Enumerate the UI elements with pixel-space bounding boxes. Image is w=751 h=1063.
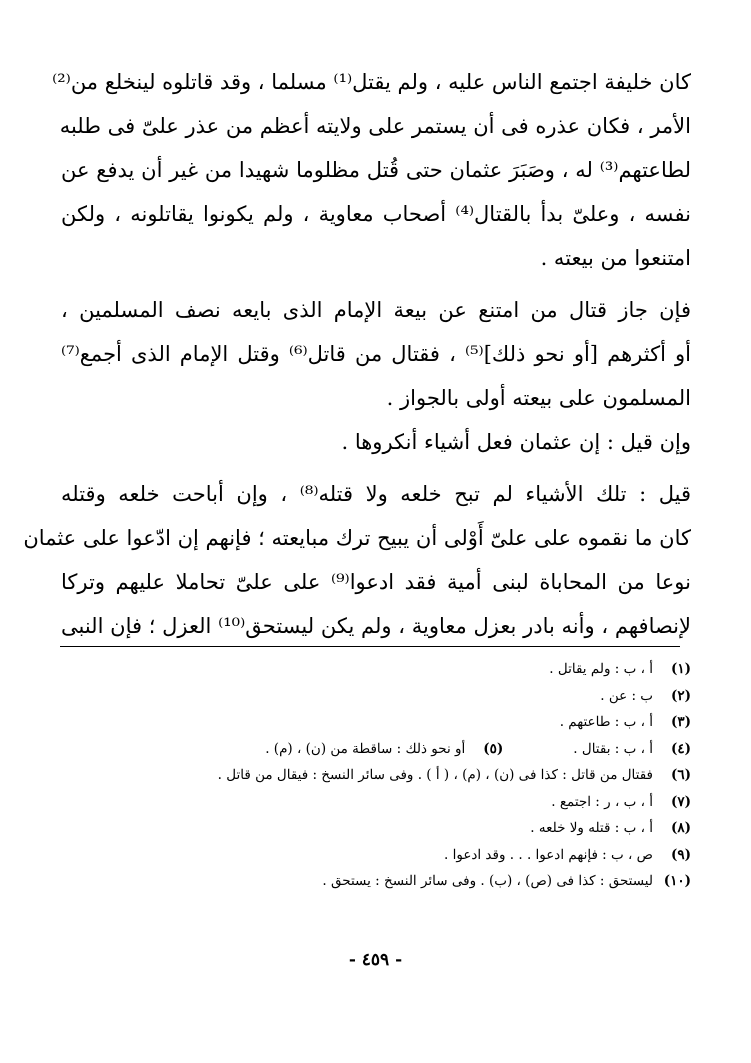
footnote-text: أ ، ب : طاعتهم . (559, 714, 653, 730)
footnote-text: أ ، ب : بقتال . (573, 740, 653, 757)
footnote (71, 762, 691, 789)
footnote-number: (٢) (670, 687, 691, 704)
footnote (71, 868, 691, 895)
text-line: الأمر ، فكان عذره فى أن يستمر على ولايته أعظم من عذر علىّ فى طلبه (59, 114, 691, 138)
footnote (71, 656, 691, 683)
footnote-number: (٦) (670, 767, 691, 783)
footnote-text: ب : عن . (600, 687, 653, 704)
footnote-pair (71, 736, 691, 763)
text-line: المسلمون على بيعته أولى بالجواز . (386, 386, 691, 410)
footnotes (71, 656, 691, 895)
footnote (71, 815, 691, 842)
text-line: فإن جاز قتال من امتنع عن بيعة الإمام الذى بايعه نصف المسلمين ، (61, 298, 691, 322)
text-line: كان ما نقموه على علىّ أَوْلى أن يبيح ترك مبايعته ؛ فإنهم إن ادّعوا على عثمان (23, 526, 691, 550)
footnote (71, 683, 691, 710)
text-line: نفسه ، وعلىّ بدأ بالقتال⁽⁴⁾ أصحاب معاوية ، ولم يكونوا يقاتلونه ، ولكن (61, 202, 692, 226)
footnote-number: (٤) (670, 740, 691, 757)
footnote (71, 842, 691, 869)
footnote-text: ليستحق : كذا فى (ص) ، (ب) . وفى سائر النسخ : يستحق . (322, 873, 653, 889)
main-text (23, 60, 692, 648)
text-line: قيل : تلك الأشياء لم تبح خلعه ولا قتله⁽⁸⁾ ، وإن أباحت خلعه وقتله (61, 482, 691, 506)
footnote (71, 709, 691, 736)
text-line: أو أكثرهم [أو نحو ذلك]⁽⁵⁾ ، فقتال من قاتل⁽⁶⁾ وقتل الإمام الذى أجمع⁽⁷⁾ (61, 342, 691, 366)
text-line: نوعا من المحاباة لبنى أمية فقد ادعوا⁽⁹⁾ على علىّ تحاملا عليهم وتركا (61, 570, 691, 594)
text-line: امتنعوا من بيعته . (540, 246, 691, 270)
footnote-number: (٩) (670, 846, 691, 863)
footnote-number: (١٠) (663, 873, 691, 889)
footnote-text: أ ، ب : قتله ولا خلعه . (530, 820, 653, 836)
footnote-text: أ ، ب ، ر : اجتمع . (551, 793, 653, 810)
footnote-text: فقتال من قاتل : كذا فى (ن) ، (م) ، ( أ ) . وفى سائر النسخ : فيقال من قاتل . (217, 767, 653, 783)
footnote-number: (٥) (483, 740, 504, 757)
footnote-number: (١) (670, 661, 691, 677)
text-line: وإن قيل : إن عثمان فعل أشياء أنكروها . (341, 430, 691, 454)
footnote-number: (٨) (670, 820, 691, 836)
footnote-text: أ ، ب : ولم يقاتل . (549, 661, 653, 677)
footnote (71, 789, 691, 816)
footnote-number: (٧) (670, 793, 691, 810)
text-line: كان خليفة اجتمع الناس عليه ، ولم يقتل⁽¹⁾ مسلما ، وقد قاتلوه لينخلع من⁽²⁾ (52, 70, 691, 94)
footnote-divider (60, 646, 680, 647)
footnote-text: أو نحو ذلك : ساقطة من (ن) ، (م) . (265, 740, 466, 757)
footnote-number: (٣) (670, 714, 691, 730)
text-line: لإنصافهم ، وأنه بادر بعزل معاوية ، ولم يكن ليستحق⁽¹⁰⁾ العزل ؛ فإن النبى (61, 614, 691, 638)
text-line: لطاعتهم⁽³⁾ له ، وصَبَرَ عثمان حتى قُتل مظلوما شهيدا من غير أن يدفع عن (61, 158, 691, 182)
footnote-text: ص ، ب : فإنهم ادعوا . . . وقد ادعوا . (444, 846, 653, 863)
page-number: - ٤٥٩ - (348, 950, 403, 970)
